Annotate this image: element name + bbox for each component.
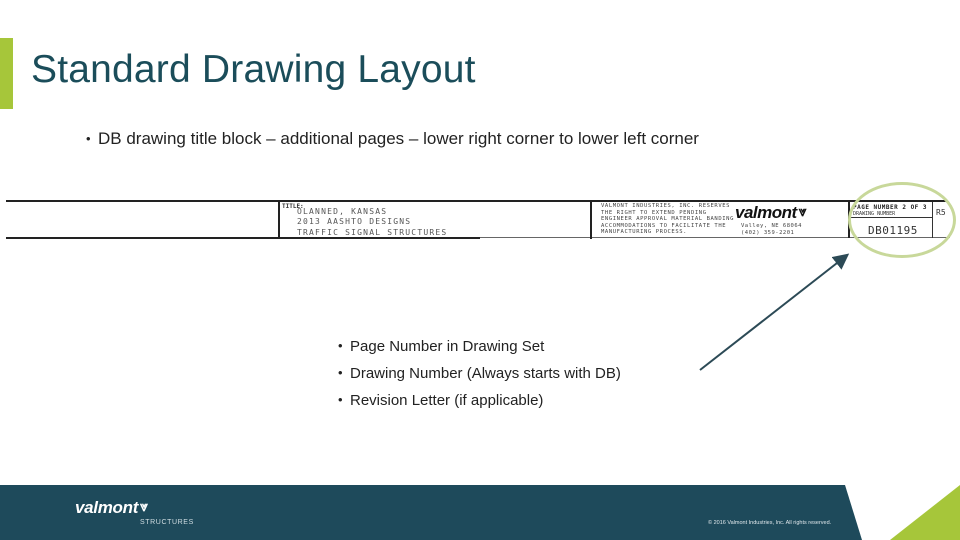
notice-divider (590, 200, 592, 239)
highlight-ellipse (848, 182, 956, 258)
drawing-number: DB01195 (868, 224, 918, 237)
notice-line-5: MANUFACTURING PROCESS. (601, 229, 688, 235)
bullet-glyph: • (338, 338, 343, 353)
sub-bullet-text: Page Number in Drawing Set (350, 338, 545, 355)
title-label: TITLE: (282, 203, 304, 210)
title-line-2: 2013 AASHTO DESIGNS (297, 217, 412, 226)
notice-line-4: ACCOMMODATIONS TO FACILITATE THE (601, 222, 727, 229)
sub-bullet-text: Drawing Number (Always starts with DB) (350, 365, 621, 382)
title-line-1: OLANNED, KANSAS (297, 207, 388, 216)
title-divider (278, 200, 280, 239)
strip-top-border (6, 200, 946, 202)
valmont-mark-icon: ⩔ (140, 498, 148, 514)
sub-bullet-text: Revision Letter (if applicable) (350, 392, 544, 409)
footer-logo (75, 498, 148, 518)
revision-letter: R5 (936, 208, 946, 217)
address-line-1: Valley, NE 68064 (741, 223, 802, 229)
arrow-line (700, 256, 846, 370)
notice-line-3: ENGINEER APPROVAL MATERIAL BANDING (601, 216, 734, 222)
list-item (338, 365, 621, 392)
title-block-logo-text: valmont (735, 203, 797, 222)
bullet-glyph: • (86, 131, 91, 146)
footer-logo-text: valmont (75, 498, 139, 517)
drawing-number-label: DRAWING NUMBER (853, 211, 896, 217)
title-line-3: TRAFFIC SIGNAL STRUCTURES (297, 228, 448, 237)
sub-bullet-list (338, 338, 621, 419)
page-title: Standard Drawing Layout (31, 48, 476, 91)
strip-bottom-border (6, 237, 480, 239)
notice-line-2: THE RIGHT TO EXTEND PENDING (601, 209, 707, 216)
main-bullet-text: DB drawing title block – additional pages – lower right corner to lower left corner (98, 129, 699, 148)
callout-arrow (690, 240, 860, 380)
list-item (338, 338, 621, 365)
bullet-glyph: • (338, 392, 343, 407)
valmont-mark-icon: ⩔ (798, 203, 807, 219)
notice-line-1: VALMONT INDUSTRIES, INC. RESERVES (601, 203, 731, 209)
bullet-glyph: • (338, 365, 343, 380)
main-bullet (86, 129, 699, 149)
list-item (338, 392, 621, 419)
address-line-2: (402) 359-2201 (741, 230, 795, 236)
footer-subtitle: STRUCTURES (140, 519, 194, 526)
title-block-logo (735, 203, 806, 223)
page-number-label: PAGE NUMBER 2 OF 3 (853, 204, 928, 211)
title-block-strip (6, 200, 956, 240)
copyright-text: © 2016 Valmont Industries, Inc. All rights reserved. (708, 520, 832, 526)
title-accent-bar (0, 38, 13, 109)
